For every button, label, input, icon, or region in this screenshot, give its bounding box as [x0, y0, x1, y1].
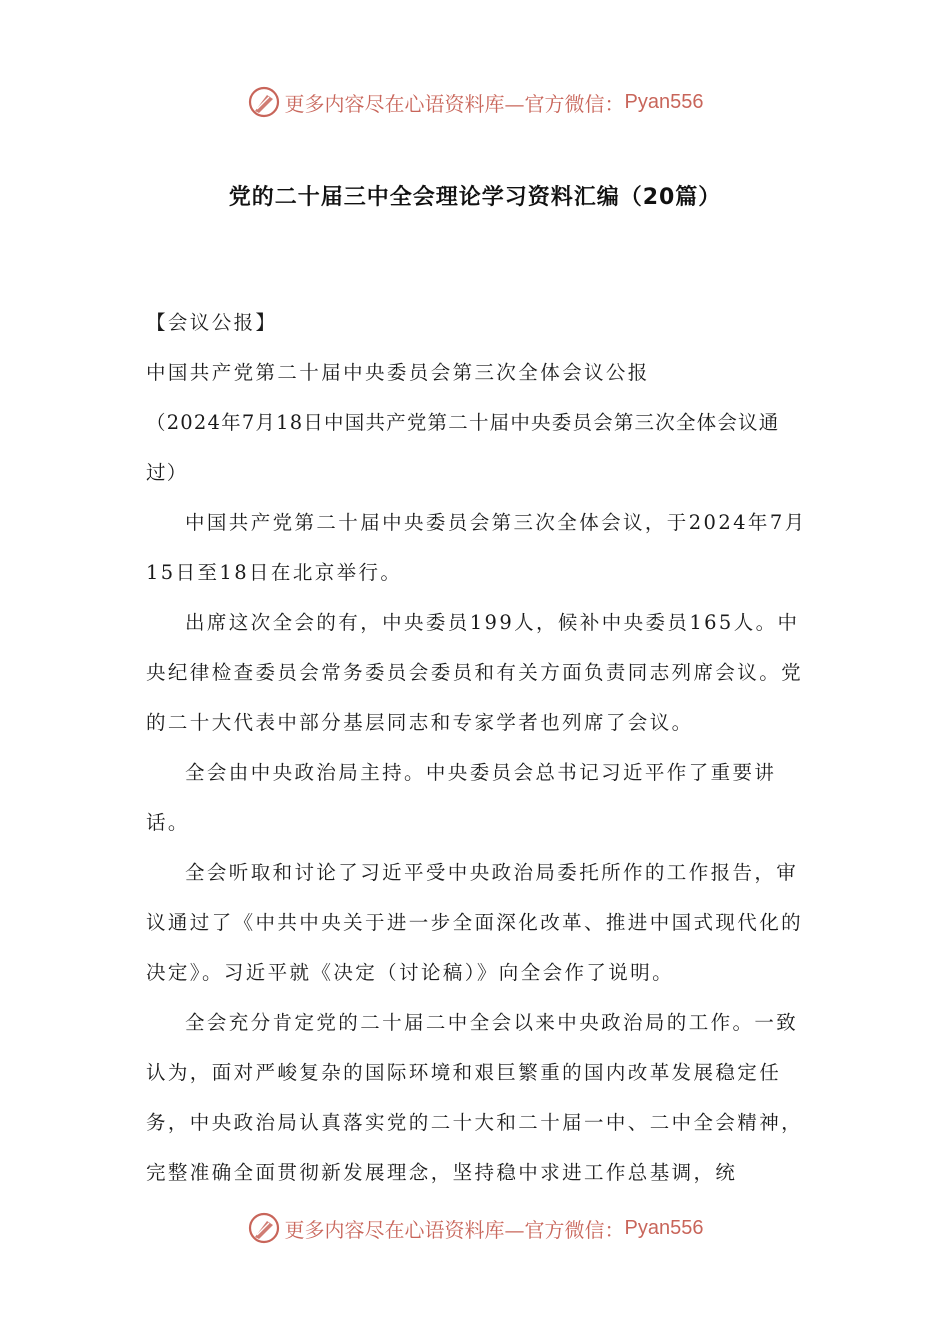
section-label: 【会议公报】	[146, 311, 278, 334]
watermark-text: 更多内容尽在心语资料库—官方微信：	[284, 91, 625, 116]
watermark-wechat-id: Pyan556	[624, 1216, 704, 1239]
paragraph: 全会充分肯定党的二十届二中全会以来中央政治局的工作。一致认为，面对严峻复杂的国际环境和艰巨繁重的国内改革发展稳定任务，中央政治局认真落实党的二十大和二十届一中、二中全会精神，完整准确全面贯彻新发展理念，坚持稳中求进工作总基调，统	[146, 1011, 804, 1184]
pen-nib-logo-icon	[247, 1211, 281, 1245]
communique-subheading: （2024年7月18日中国共产党第二十届中央委员会第三次全体会议通过）	[146, 411, 780, 484]
document-title: 党的二十届三中全会理论学习资料汇编（20篇）	[228, 185, 722, 210]
paragraph: 全会由中央政治局主持。中央委员会总书记习近平作了重要讲话。	[146, 761, 777, 834]
paragraph: 中国共产党第二十届中央委员会第三次全体会议，于2024年7月15日至18日在北京举行。	[146, 511, 807, 584]
paragraph: 出席这次全会的有，中央委员199人，候补中央委员165人。中央纪律检查委员会常务委员会委员和有关方面负责同志列席会议。党的二十大代表中部分基层同志和专家学者也列席了会议。	[146, 611, 804, 734]
watermark-wechat-id: Pyan556	[624, 90, 704, 113]
paragraph: 全会听取和讨论了习近平受中央政治局委托所作的工作报告，审议通过了《中共中央关于进一步全面深化改革、推进中国式现代化的决定》。习近平就《决定（讨论稿）》向全会作了说明。	[146, 861, 804, 984]
communique-heading: 中国共产党第二十届中央委员会第三次全体会议公报	[146, 361, 650, 384]
document-body	[146, 298, 808, 1198]
header-watermark	[0, 82, 950, 122]
footer-watermark	[0, 1208, 950, 1248]
watermark-text: 更多内容尽在心语资料库—官方微信：	[284, 1217, 625, 1242]
pen-nib-logo-icon	[247, 85, 281, 119]
